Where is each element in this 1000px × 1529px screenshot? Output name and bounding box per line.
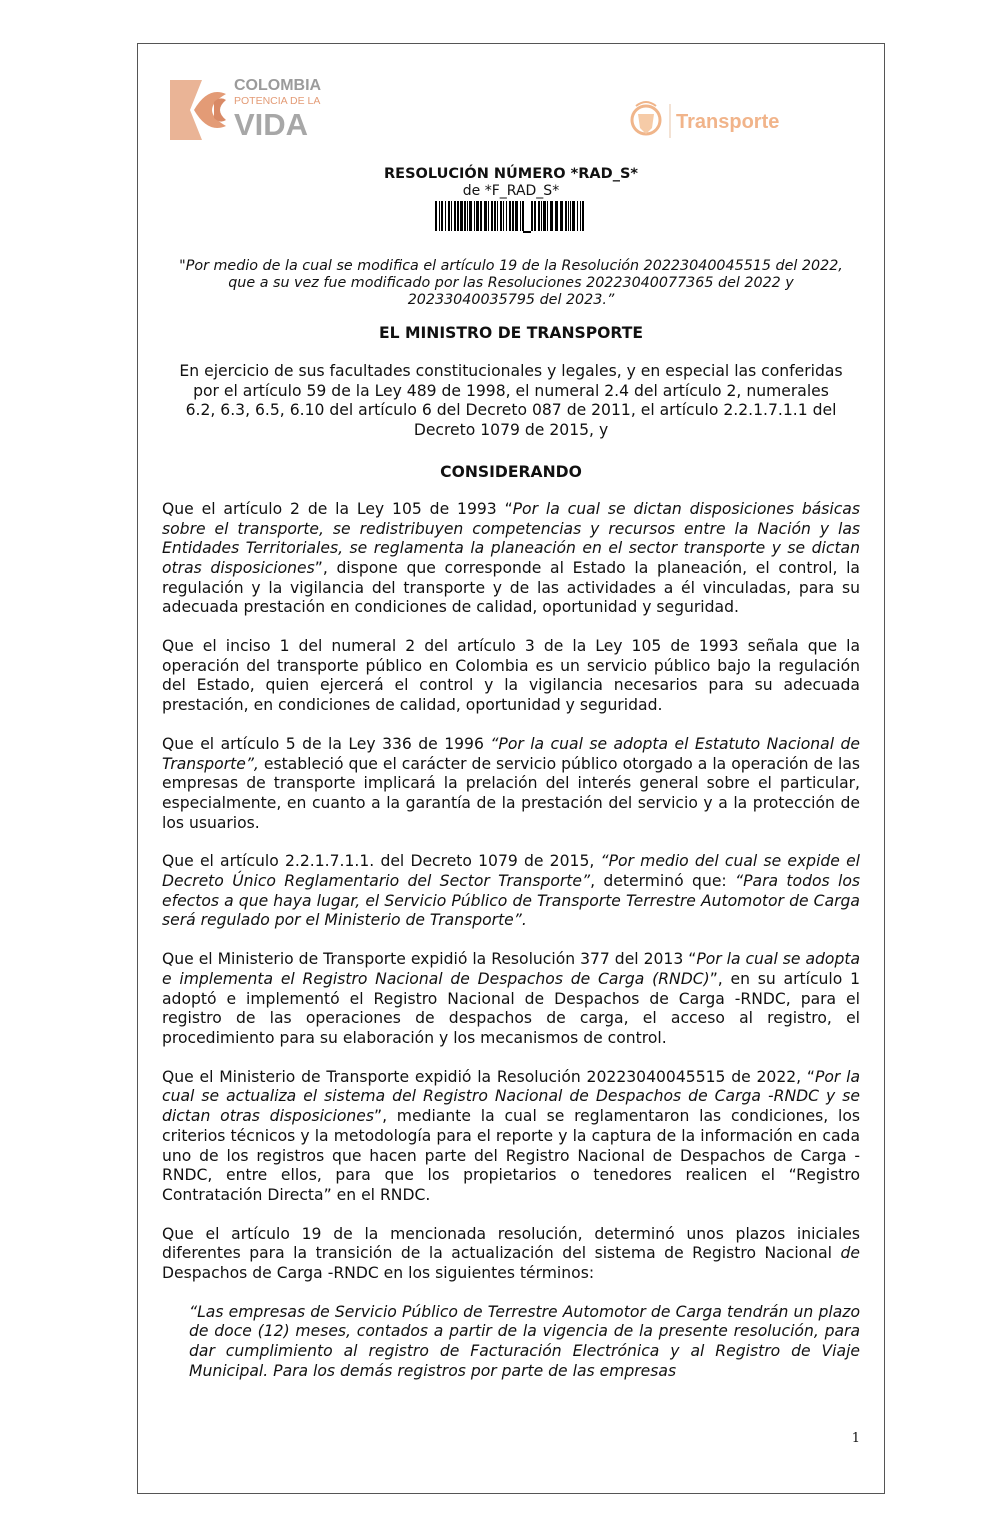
barcode-bar xyxy=(457,201,459,231)
page-number: 1 xyxy=(851,1431,860,1446)
barcode-bar xyxy=(570,201,571,231)
barcode-bar xyxy=(515,201,518,231)
barcode-bar xyxy=(494,201,496,231)
barcode xyxy=(435,201,587,234)
subject-line-2: que a su vez fue modificado por las Resoluciones 20223040077365 del 2022 y xyxy=(228,275,794,291)
barcode-bar xyxy=(522,201,524,231)
barcode-bar xyxy=(445,201,446,231)
barcode-bar xyxy=(503,201,504,231)
p4-text-c: , determinó que: xyxy=(590,872,736,891)
barcode-bar xyxy=(555,201,558,231)
barcode-bar xyxy=(520,201,521,231)
barcode-bar xyxy=(451,201,452,231)
svg-text:VIDA: VIDA xyxy=(234,107,309,142)
svg-text:Transporte: Transporte xyxy=(676,111,780,133)
subject-line-1: "Por medio de la cual se modifica el artículo 19 de la Resolución 20223040045515 del 2022, xyxy=(179,258,843,274)
barcode-bar xyxy=(506,201,507,231)
document-body xyxy=(162,258,860,1382)
barcode-bar xyxy=(441,201,443,231)
p7-text-a: Que el artículo 19 de la mencionada resolución, determinó unos plazos iniciales diferentes para la transición de la actualización del sistema de Registro Nacional xyxy=(162,1224,860,1263)
preamble-line-2: por el artículo 59 de la Ley 489 de 1998, el numeral 2.4 del artículo 2, numerales xyxy=(193,381,829,400)
barcode-bar xyxy=(534,201,536,231)
p3-citation: “Por la cual se adopta el Estatuto Nacional de Transporte”, xyxy=(162,734,860,773)
resolution-header xyxy=(138,165,884,234)
paragraph-7 xyxy=(162,1225,860,1284)
barcode-bar xyxy=(541,201,542,231)
p6-text-c: ”, mediante la cual se reglamentaron las condiciones, los criterios técnicos y la metodología para el reporte y la captura de la información en cada uno de los registros que hacen parte del Registro Nacional de Despachos de Carga - RNDC, entre ellos, para que los propietarios o tenedores realicen el “Registro Contratación Directa” en el RNDC. xyxy=(162,1107,860,1204)
p4-citation: “Por medio del cual se expide el Decreto Único Reglamentario del Sector Transporte” xyxy=(162,852,861,891)
barcode-bar xyxy=(531,201,533,231)
barcode-bar xyxy=(435,201,437,231)
barcode-bar xyxy=(582,201,584,231)
transporte-seal-logo xyxy=(626,96,796,146)
colombia-potencia-logo xyxy=(168,72,358,147)
barcode-bar xyxy=(547,201,548,231)
barcode-bar xyxy=(488,201,489,231)
subject-line-3: 20233040035795 del 2023.” xyxy=(407,292,615,308)
paragraph-5 xyxy=(162,950,860,1049)
barcode-bar xyxy=(474,201,475,231)
barcode-bar xyxy=(560,201,563,231)
barcode-bar xyxy=(460,201,463,231)
barcode-bar xyxy=(448,201,450,231)
barcode-bar xyxy=(469,201,472,231)
paragraph-1 xyxy=(162,500,860,618)
barcode-bar xyxy=(565,201,567,231)
barcode-bar xyxy=(476,201,479,231)
p4-quote: “Para todos los efectos a que haya lugar, el Servicio Público de Transporte Terrestre Automotor de Carga será regulado por el Ministerio de Transporte”. xyxy=(162,872,860,930)
barcode-underscore xyxy=(523,231,531,233)
barcode-bar xyxy=(439,201,440,231)
p1-citation: Por la cual se dictan disposiciones básicas sobre el transporte, se redistribuyen competencias y recursos entre la Nación y las Entidades Territoriales, se reglamenta la planeación en el sector transporte y se dictan otras disposiciones xyxy=(162,499,860,577)
considerando-heading: CONSIDERANDO xyxy=(440,462,582,481)
barcode-bar xyxy=(454,201,456,231)
resolution-date: de *F_RAD_S* xyxy=(462,183,560,199)
barcode-bar xyxy=(491,201,493,231)
p3-text-c: estableció que el carácter de servicio público otorgado a la operación de las empresas de transporte implicará la prelación del interés general sobre el particular, especialmente, en cuanto a la garantía de la prestación del servicio y a la protección de los usuarios. xyxy=(162,754,860,832)
p6-text-a: Que el Ministerio de Transporte expidió la Resolución 20223040045515 de 2022, “ xyxy=(162,1067,815,1086)
barcode-bar xyxy=(572,201,575,231)
barcode-bar xyxy=(538,201,540,231)
paragraph-4 xyxy=(162,852,860,931)
quoted-article-text: “Las empresas de Servicio Público de Terrestre Automotor de Carga tendrán un plazo de doce (12) meses, contados a partir de la vigencia de la presente resolución, para dar cumplimiento al registro de Facturación Electrónica y al Registro de Viaje Municipal. Para los demás registros por parte de las empresas xyxy=(189,1302,860,1380)
barcode-bar xyxy=(464,201,466,231)
preamble xyxy=(162,362,860,441)
document-page xyxy=(137,43,885,1494)
barcode-bar xyxy=(550,201,553,231)
p5-text-c: ”, en su artículo 1 adoptó e implementó el Registro Nacional de Despachos de Carga -RNDC, para el registro de las operaciones de despachos de carga, el acceso al registro, el procedimiento para su elaboración y los mecanismos de control. xyxy=(162,969,860,1047)
barcode-bar xyxy=(512,201,514,231)
svg-text:POTENCIA DE LA: POTENCIA DE LA xyxy=(234,95,321,107)
preamble-line-4: Decreto 1079 de 2015, y xyxy=(413,421,609,440)
resolution-title: RESOLUCIÓN NÚMERO *RAD_S* xyxy=(384,166,638,182)
p7-italic-word: de xyxy=(840,1244,860,1263)
p1-text-c: ”, dispone que corresponde al Estado la planeación, el control, la regulación y la vigilancia del transporte y de las actividades a él vinculadas, para su adecuada prestación en condiciones de calidad, oportunidad y seguridad. xyxy=(162,558,860,617)
paragraph-3 xyxy=(162,735,860,834)
barcode-bar xyxy=(467,201,468,231)
barcode-bar xyxy=(568,201,569,231)
p3-text-a: Que el artículo 5 de la Ley 336 de 1996 xyxy=(162,734,491,753)
p1-text-a: Que el artículo 2 de la Ley 105 de 1993 “ xyxy=(162,499,513,518)
barcode-bar xyxy=(577,201,578,231)
barcode-bar xyxy=(484,201,487,231)
paragraph-2: Que el inciso 1 del numeral 2 del artículo 3 de la Ley 105 de 1993 señala que la operación del transporte público en Colombia es un servicio público bajo la regulación del Estado, quien ejercerá el control y la vigilancia necesarios para su adecuada prestación, en condiciones de calidad, oportunidad y seguridad. xyxy=(162,637,860,715)
svg-text:COLOMBIA: COLOMBIA xyxy=(234,77,322,94)
authority-heading: EL MINISTRO DE TRANSPORTE xyxy=(378,324,644,342)
p6-citation: Por la cual se actualiza el sistema del Registro Nacional de Despachos de Carga -RNDC y se dictan otras disposiciones xyxy=(162,1067,860,1126)
paragraph-6 xyxy=(162,1068,860,1206)
resolution-subject xyxy=(162,258,860,309)
barcode-bar xyxy=(543,201,546,231)
barcode-bar xyxy=(500,201,502,231)
p5-citation: Por la cual se adopta e implementa el Registro Nacional de Despachos de Carga (RNDC) xyxy=(162,950,861,988)
p4-text-a: Que el artículo 2.2.1.7.1.1. del Decreto 1079 de 2015, xyxy=(162,852,601,871)
barcode-bar xyxy=(497,201,498,231)
p7-text-c: Despachos de Carga -RNDC en los siguientes términos: xyxy=(162,1264,595,1283)
barcode-bar xyxy=(509,201,511,231)
p5-text-a: Que el Ministerio de Transporte expidió la Resolución 377 del 2013 “ xyxy=(162,950,697,969)
barcode-bar xyxy=(480,201,482,231)
barcode-bar xyxy=(580,201,581,231)
preamble-line-3: 6.2, 6.3, 6.5, 6.10 del artículo 6 del Decreto 087 de 2011, el artículo 2.2.1.7.1.1 del xyxy=(185,401,837,420)
preamble-line-1: En ejercicio de sus facultades constitucionales y legales, y en especial las conferidas xyxy=(179,362,843,380)
